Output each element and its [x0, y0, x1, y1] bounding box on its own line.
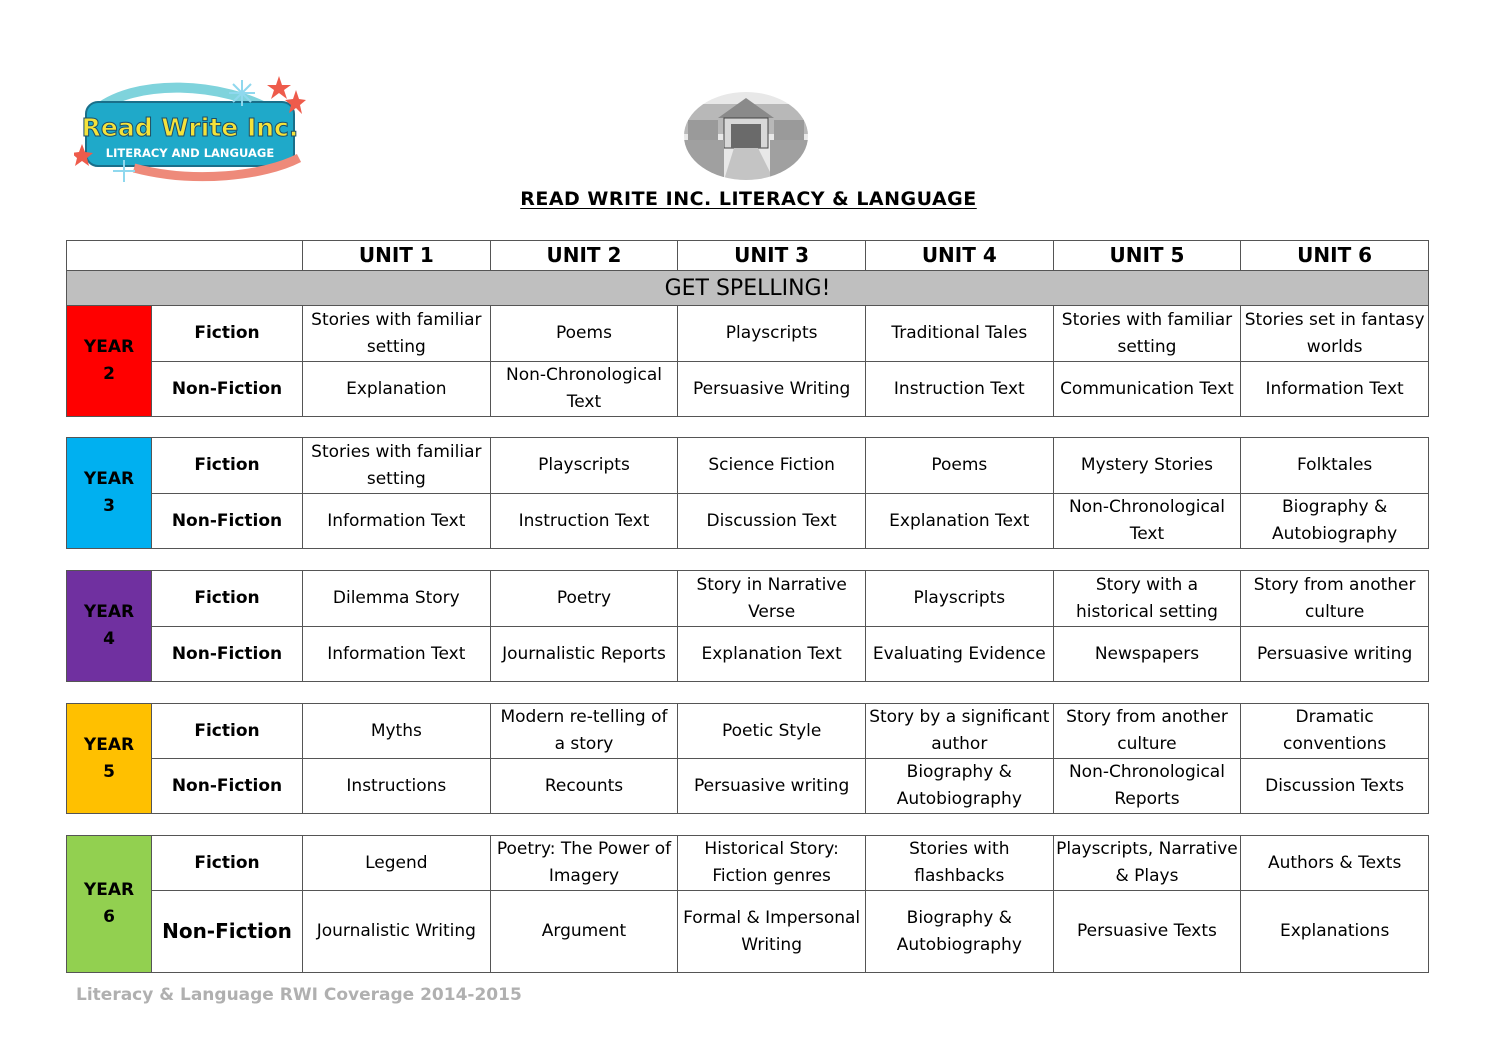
topic-cell: Evaluating Evidence	[865, 627, 1053, 682]
nonfiction-label: Non-Fiction	[152, 627, 303, 682]
topic-cell: Recounts	[490, 759, 678, 814]
topic-cell: Poetry	[490, 571, 678, 627]
topic-cell: Playscripts, Narrative & Plays	[1053, 836, 1241, 891]
unit-header: UNIT 5	[1053, 241, 1241, 271]
nonfiction-row	[67, 362, 1429, 417]
fiction-label: Fiction	[152, 836, 303, 891]
topic-cell: Stories with flashbacks	[865, 836, 1053, 891]
topic-cell: Discussion Text	[678, 494, 866, 549]
unit-header: UNIT 3	[678, 241, 866, 271]
fiction-label: Fiction	[152, 704, 303, 759]
topic-cell: Non-Chronological Reports	[1053, 759, 1241, 814]
topic-cell: Traditional Tales	[865, 306, 1053, 362]
fiction-row	[67, 704, 1429, 759]
topic-cell: Journalistic Reports	[490, 627, 678, 682]
spelling-banner: GET SPELLING!	[67, 271, 1429, 306]
school-building-image	[684, 84, 808, 180]
topic-cell: Authors & Texts	[1241, 836, 1429, 891]
topic-cell: Story in Narrative Verse	[678, 571, 866, 627]
coverage-table-year-4	[66, 570, 1429, 682]
header-corner-cell	[67, 241, 303, 271]
topic-cell: Persuasive Texts	[1053, 891, 1241, 973]
topic-cell: Information Text	[1241, 362, 1429, 417]
spelling-banner-row	[67, 271, 1429, 306]
fiction-row	[67, 306, 1429, 362]
svg-text:Read Write Inc.: Read Write Inc.	[81, 113, 299, 142]
topic-cell: Stories with familiar setting	[1053, 306, 1241, 362]
unit-header: UNIT 1	[303, 241, 491, 271]
topic-cell: Poetry: The Power of Imagery	[490, 836, 678, 891]
topic-cell: Persuasive writing	[678, 759, 866, 814]
topic-cell: Newspapers	[1053, 627, 1241, 682]
year-label: YEAR 4	[67, 571, 152, 682]
year-label: YEAR 6	[67, 836, 152, 973]
topic-cell: Myths	[303, 704, 491, 759]
unit-header: UNIT 6	[1241, 241, 1429, 271]
topic-cell: Dramatic conventions	[1241, 704, 1429, 759]
fiction-label: Fiction	[152, 438, 303, 494]
nonfiction-row	[67, 759, 1429, 814]
topic-cell: Stories set in fantasy worlds	[1241, 306, 1429, 362]
fiction-row	[67, 438, 1429, 494]
fiction-label: Fiction	[152, 306, 303, 362]
topic-cell: Formal & Impersonal Writing	[678, 891, 866, 973]
topic-cell: Non-Chronological Text	[490, 362, 678, 417]
coverage-table-header-year-2	[66, 240, 1429, 417]
topic-cell: Biography & Autobiography	[865, 759, 1053, 814]
topic-cell: Instructions	[303, 759, 491, 814]
topic-cell: Explanation Text	[865, 494, 1053, 549]
svg-text:LITERACY AND LANGUAGE: LITERACY AND LANGUAGE	[105, 146, 275, 160]
topic-cell: Science Fiction	[678, 438, 866, 494]
topic-cell: Instruction Text	[490, 494, 678, 549]
topic-cell: Information Text	[303, 494, 491, 549]
topic-cell: Stories with familiar setting	[303, 438, 491, 494]
topic-cell: Legend	[303, 836, 491, 891]
nonfiction-label: Non-Fiction	[152, 362, 303, 417]
nonfiction-row	[67, 627, 1429, 682]
fiction-row	[67, 571, 1429, 627]
coverage-table-year-3	[66, 437, 1429, 549]
topic-cell: Persuasive writing	[1241, 627, 1429, 682]
topic-cell: Dilemma Story	[303, 571, 491, 627]
nonfiction-row	[67, 494, 1429, 549]
topic-cell: Biography & Autobiography	[1241, 494, 1429, 549]
year-label: YEAR 5	[67, 704, 152, 814]
year-label: YEAR 3	[67, 438, 152, 549]
topic-cell: Poems	[490, 306, 678, 362]
topic-cell: Biography & Autobiography	[865, 891, 1053, 973]
topic-cell: Playscripts	[865, 571, 1053, 627]
nonfiction-label: Non-Fiction	[152, 759, 303, 814]
fiction-row	[67, 836, 1429, 891]
read-write-inc-logo	[74, 72, 306, 184]
topic-cell: Playscripts	[678, 306, 866, 362]
topic-cell: Explanation Text	[678, 627, 866, 682]
nonfiction-label: Non-Fiction	[152, 891, 303, 973]
nonfiction-row	[67, 891, 1429, 973]
document-title: READ WRITE INC. LITERACY & LANGUAGE	[520, 188, 977, 210]
year-label: YEAR 2	[67, 306, 152, 417]
topic-cell: Story by a significant author	[865, 704, 1053, 759]
unit-header-row	[67, 241, 1429, 271]
topic-cell: Discussion Texts	[1241, 759, 1429, 814]
topic-cell: Communication Text	[1053, 362, 1241, 417]
fiction-label: Fiction	[152, 571, 303, 627]
topic-cell: Non-Chronological Text	[1053, 494, 1241, 549]
topic-cell: Modern re-telling of a story	[490, 704, 678, 759]
topic-cell: Historical Story: Fiction genres	[678, 836, 866, 891]
topic-cell: Instruction Text	[865, 362, 1053, 417]
coverage-table-year-5	[66, 703, 1429, 814]
topic-cell: Mystery Stories	[1053, 438, 1241, 494]
topic-cell: Stories with familiar setting	[303, 306, 491, 362]
topic-cell: Explanation	[303, 362, 491, 417]
coverage-footer: Literacy & Language RWI Coverage 2014-2015	[76, 985, 522, 1005]
topic-cell: Story from another culture	[1241, 571, 1429, 627]
topic-cell: Journalistic Writing	[303, 891, 491, 973]
topic-cell: Story from another culture	[1053, 704, 1241, 759]
topic-cell: Information Text	[303, 627, 491, 682]
nonfiction-label: Non-Fiction	[152, 494, 303, 549]
topic-cell: Playscripts	[490, 438, 678, 494]
unit-header: UNIT 4	[865, 241, 1053, 271]
topic-cell: Poems	[865, 438, 1053, 494]
topic-cell: Persuasive Writing	[678, 362, 866, 417]
topic-cell: Story with a historical setting	[1053, 571, 1241, 627]
topic-cell: Poetic Style	[678, 704, 866, 759]
topic-cell: Folktales	[1241, 438, 1429, 494]
unit-header: UNIT 2	[490, 241, 678, 271]
topic-cell: Explanations	[1241, 891, 1429, 973]
coverage-table-year-6	[66, 835, 1429, 973]
topic-cell: Argument	[490, 891, 678, 973]
